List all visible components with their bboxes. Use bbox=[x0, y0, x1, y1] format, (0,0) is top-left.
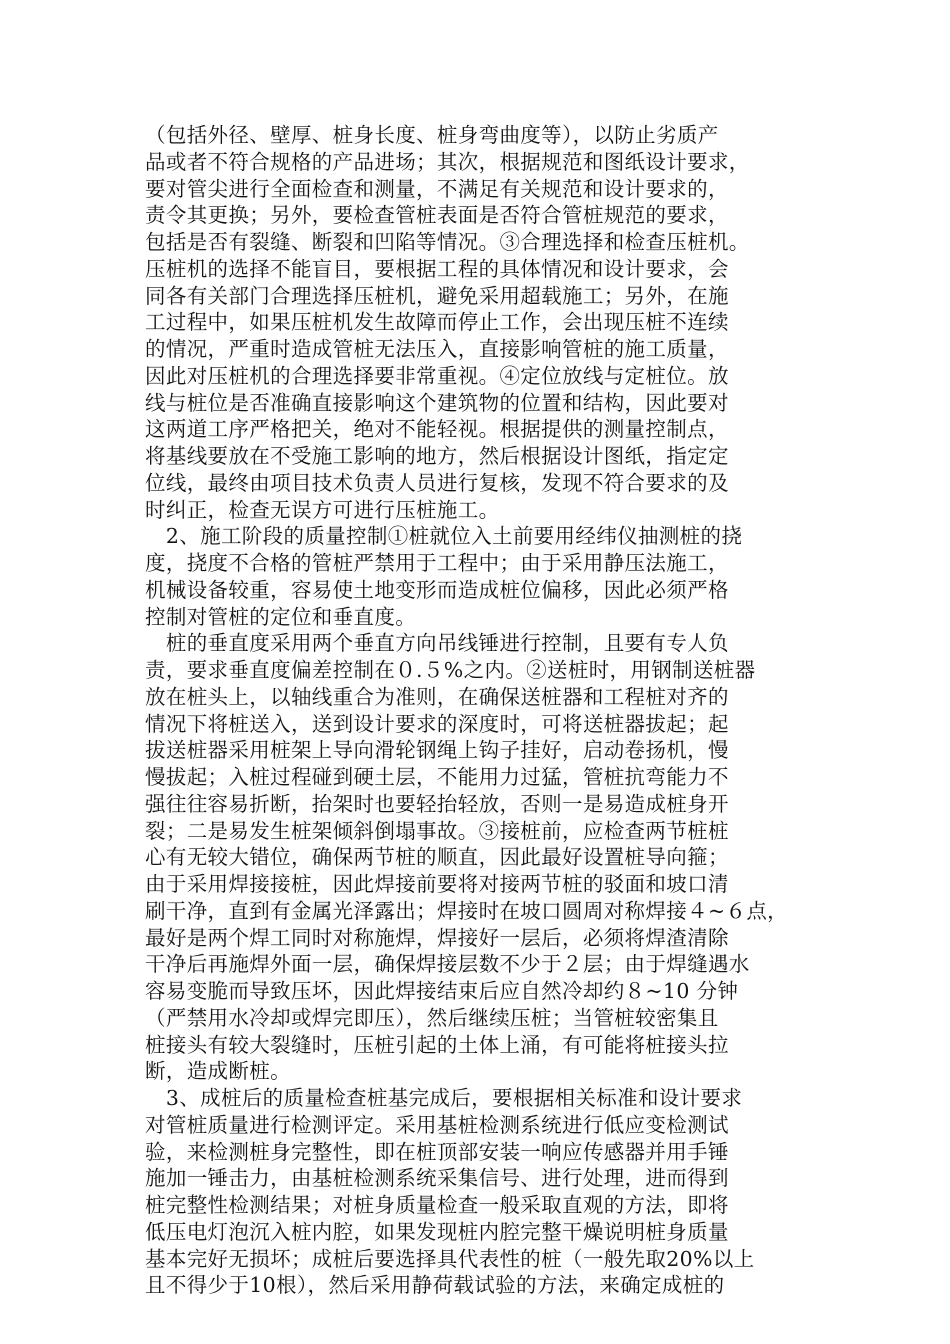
text-line: 干净后再施焊外面一层，确保焊接层数不少于２层；由于焊缝遇水 bbox=[145, 952, 750, 977]
text-line: 放在桩头上，以轴线重合为准则，在确保送桩器和工程桩对齐的 bbox=[145, 684, 729, 709]
text-line: 拔送桩器采用桩架上导向滑轮钢绳上钩子挂好，启动卷扬机，慢 bbox=[145, 738, 729, 763]
text-line: 施加一锤击力，由基桩检测系统采集信号、进行处理，进而得到 bbox=[145, 1166, 729, 1191]
text-line: 情况下将桩送入，送到设计要求的深度时，可将送桩器拔起；起 bbox=[145, 711, 729, 736]
text-line: 容易变脆而导致压坏，因此焊接结束后应自然冷却约８~10 分钟 bbox=[145, 979, 739, 1003]
text-line: 这两道工序严格把关，绝对不能轻视。根据提供的测量控制点， bbox=[145, 417, 729, 442]
text-line: 由于采用焊接接桩，因此焊接前要将对接两节桩的驳面和坡口清 bbox=[145, 872, 729, 896]
body-text bbox=[145, 122, 825, 1299]
text-line: 包括是否有裂缝、断裂和凹陷等情况。③合理选择和检查压桩机。 bbox=[145, 230, 750, 254]
text-line: 对管桩质量进行检测评定。采用基桩检测系统进行低应变检测试 bbox=[145, 1112, 729, 1137]
text-line: 刷干净，直到有金属光泽露出；焊接时在坡口圆周对称焊接４~６点， bbox=[145, 898, 789, 923]
text-line: 3、成桩后的质量检查桩基完成后，要根据相关标准和设计要求 bbox=[145, 1086, 743, 1110]
text-line: 基本完好无损坏；成桩后要选择具代表性的桩（一般先取20%以上 bbox=[145, 1246, 755, 1271]
text-line: （包括外径、壁厚、桩身长度、桩身弯曲度等），以防止劣质产 bbox=[145, 123, 719, 147]
text-line: 线与桩位是否准确直接影响这个建筑物的位置和结构，因此要对 bbox=[145, 390, 729, 415]
text-line: 强往往容易折断，抬架时也要轻抬轻放，否则一是易造成桩身开 bbox=[145, 791, 729, 816]
text-line: 2、施工阶段的质量控制①桩就位入土前要用经纬仪抽测桩的挠 bbox=[145, 524, 743, 549]
text-line: 责，要求垂直度偏差控制在０.５%之内。②送桩时，用钢制送桩器 bbox=[145, 658, 756, 682]
text-line: 要对管尖进行全面检查和测量，不满足有关规范和设计要求的， bbox=[145, 176, 729, 201]
text-line: 控制对管桩的定位和垂直度。 bbox=[145, 604, 417, 629]
text-line: 裂；二是易发生桩架倾斜倒塌事故。③接桩前，应检查两节桩桩 bbox=[145, 818, 729, 843]
text-line: 品或者不符合规格的产品进场；其次，根据规范和图纸设计要求， bbox=[145, 149, 750, 174]
text-line: 因此对压桩机的合理选择要非常重视。④定位放线与定桩位。放 bbox=[145, 363, 729, 388]
text-line: 且不得少于10根），然后采用静荷载试验的方法，来确定成桩的 bbox=[145, 1273, 725, 1298]
text-line: 验，来检测桩身完整性，即在桩顶部安装一响应传感器并用手锤 bbox=[145, 1139, 729, 1164]
text-line: 时纠正，检查无误方可进行压桩施工。 bbox=[145, 497, 500, 522]
text-line: 桩接头有较大裂缝时，压桩引起的土体上涌，有可能将桩接头拉 bbox=[145, 1032, 729, 1057]
text-line: 位线，最终由项目技术负责人员进行复核，发现不符合要求的及 bbox=[145, 470, 729, 495]
text-line: 度，挠度不合格的管桩严禁用于工程中；由于采用静压法施工， bbox=[145, 551, 729, 575]
text-line: 低压电灯泡沉入桩内腔，如果发现桩内腔完整干燥说明桩身质量 bbox=[145, 1219, 729, 1244]
text-line: 责令其更换；另外，要检查管桩表面是否符合管桩规范的要求， bbox=[145, 203, 729, 228]
text-line: 同各有关部门合理选择压桩机，避免采用超载施工；另外，在施 bbox=[145, 283, 729, 308]
text-line: 机械设备较重，容易使土地变形而造成桩位偏移，因此必须严格 bbox=[145, 577, 729, 602]
text-line: 桩的垂直度采用两个垂直方向吊线锤进行控制，且要有专人负 bbox=[145, 631, 729, 656]
text-line: 心有无较大错位，确保两节桩的顺直，因此最好设置桩导向箍； bbox=[145, 845, 729, 870]
text-line: 慢拔起；入桩过程碰到硬土层，不能用力过猛，管桩抗弯能力不 bbox=[145, 765, 729, 789]
text-line: （严禁用水冷却或焊完即压），然后继续压桩；当管桩较密集且 bbox=[145, 1005, 719, 1030]
text-line: 压桩机的选择不能盲目，要根据工程的具体情况和设计要求，会 bbox=[145, 256, 729, 281]
text-line: 工过程中，如果压桩机发生故障而停止工作，会出现压桩不连续 bbox=[145, 310, 729, 335]
text-line: 将基线要放在不受施工影响的地方，然后根据设计图纸，指定定 bbox=[145, 444, 729, 468]
text-line: 最好是两个焊工同时对称施焊，焊接好一层后，必须将焊渣清除 bbox=[145, 925, 729, 950]
text-line: 桩完整性检测结果；对桩身质量检查一般采取直观的方法，即将 bbox=[145, 1193, 729, 1217]
text-line: 的情况，严重时造成管桩无法压入，直接影响管桩的施工质量， bbox=[145, 337, 729, 361]
text-line: 断，造成断桩。 bbox=[145, 1059, 291, 1084]
